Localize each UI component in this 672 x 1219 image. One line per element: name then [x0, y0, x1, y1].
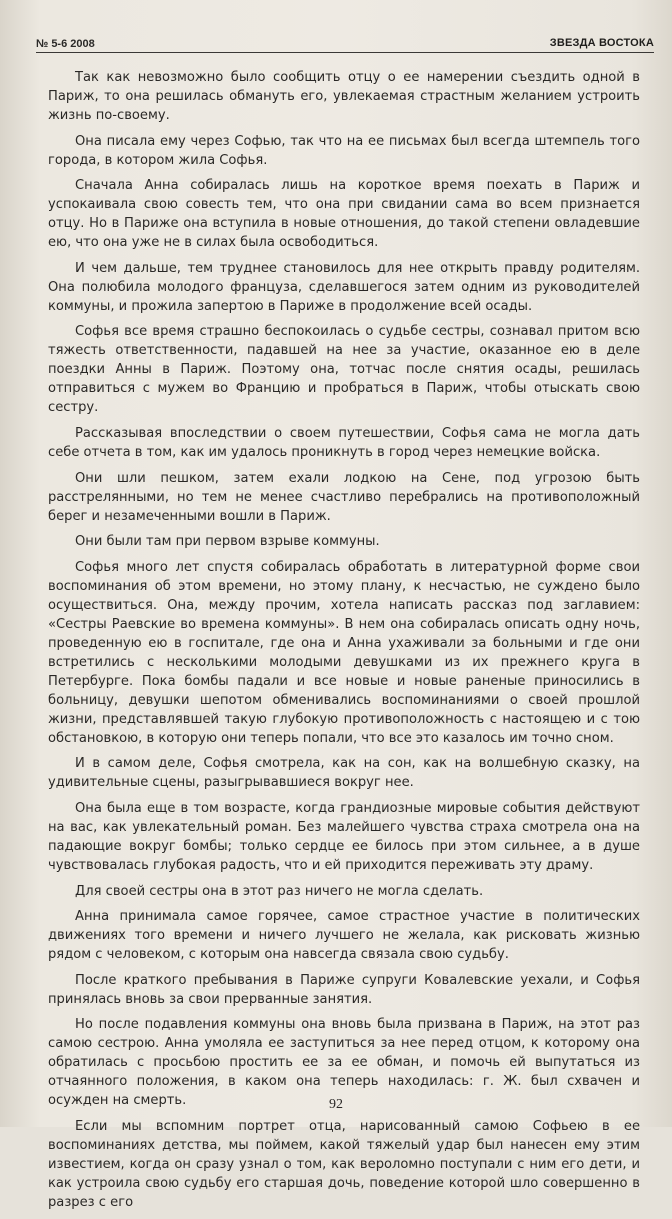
paragraph: Сначала Анна собиралась лишь на короткое время поехать в Париж и успокаивала свою совесть тем, что она при свидании сама во всем признается отцу. Но в Париже она вступила в новые отношения, до такой степени овладевшие ею, что она уже не в силах была освободиться. [48, 178, 640, 251]
paragraph: Они шли пешком, затем ехали лодкою на Сене, под угрозою быть расстрелянными, но тем не менее счастливо перебрались на противоположный берег и незамеченными вошли в Париж. [48, 470, 640, 524]
paragraph: Рассказывая впоследствии о своем путешествии, Софья сама не могла дать себе отчета в том, как им удалось проникнуть в город через немецкие войска. [48, 425, 640, 460]
issue-number: № 5-6 2008 [36, 38, 95, 50]
paragraph: Анна принимала самое горячее, самое страстное участие в политических движениях того времени и ничего лучшего не желала, как рисковать жизнью рядом с человеком, с которым она навсегда связала свою судьбу. [48, 909, 640, 963]
article-body [48, 68, 640, 1219]
paragraph: Она писала ему через Софью, так что на ее письмах был всегда штемпель того города, в котором жила Софья. [48, 133, 640, 168]
paragraph: Софья много лет спустя собиралась обработать в литературной форме свои воспоминания об этом времени, но этому плану, к несчастью, не суждено было осуществиться. Она, между прочим, хотела написать рассказ под заглавием: «Сестры Раевские во времена коммуны». В нем она собиралась описать одну ночь, проведенную ею в госпитале, где она и Анна ухаживали за больными и где они встретились с несколькими молодыми девушками из их прежнего круга в Петербурге. Пока бомбы падали и все новые и новые раненые приносились в больницу, девушки шепотом обменивались воспоминаниями о своей прошлой жизни, представлявшей такую глубокую противоположность с настоящею и с тою обстановкою, в которую они теперь попали, что все это казалось им точно сном. [48, 559, 640, 746]
paragraph: Софья все время страшно беспокоилась о судьбе сестры, сознавал притом всю тяжесть ответственности, падавшей на нее за участие, оказанное ею в деле поездки Анны в Париж. Поэтому она, тотчас после снятия осады, решилась отправиться с мужем во Францию и пробраться в Париж, чтобы отыскать свою сестру. [48, 324, 640, 416]
journal-title: ЗВЕЗДА ВОСТОКА [549, 37, 654, 49]
paragraph: Они были там при первом взрыве коммуны. [75, 534, 380, 550]
paragraph: Но после подавления коммуны она вновь была призвана в Париж, на этот раз самою сестрою. Анна умоляла ее заступиться за нее перед отцом, к которому она обратилась с просьбою простить ее за ее обман, и помочь ей выпутаться из отчаянного положения, в каком она теперь находилась: г. Ж. был схвачен и осужден на смерть. [48, 1017, 640, 1109]
paragraph: И в самом деле, Софья смотрела, как на сон, как на волшебную сказку, на удивительные сцены, разыгрывавшиеся вокруг нее. [48, 756, 640, 791]
paragraph: Она была еще в том возрасте, когда грандиозные мировые события действуют на вас, как увлекательный роман. Без малейшего чувства страха смотрела она на падающие вокруг бомбы; только сердце ее билось при этом сильнее, а в душе чувствовалась глубокая радость, что и ей приходится переживать эту драму. [48, 800, 640, 873]
paragraph: Для своей сестры она в этот раз ничего не могла сделать. [75, 883, 484, 899]
paragraph: Так как невозможно было сообщить отцу о ее намерении съездить одной в Париж, то она решилась обмануть его, увлекаемая страстным желанием устроить жизнь по-своему. [48, 70, 640, 123]
running-header [36, 36, 654, 53]
page-number: 92 [329, 1097, 343, 1112]
paragraph: После краткого пребывания в Париже супруги Ковалевские уехали, и Софья принялась вновь за свои прерванные занятия. [48, 972, 640, 1007]
paragraph: Если мы вспомним портрет отца, нарисованный самою Софьею в ее воспоминаниях детства, мы поймем, какой тяжелый удар был нанесен ему этим известием, когда он сразу узнал о том, как вероломно поступали с ним его дети, и как устроила свою судьбу его старшая дочь, поведение которой шло совершенно в разрез с его [48, 1118, 640, 1210]
paragraph: И чем дальше, тем труднее становилось для нее открыть правду родителям. Она полюбила молодого француза, сделавшегося затем одним из руководителей коммуны, и прожила запертою в Париже в продолжение всей осады. [48, 260, 640, 314]
